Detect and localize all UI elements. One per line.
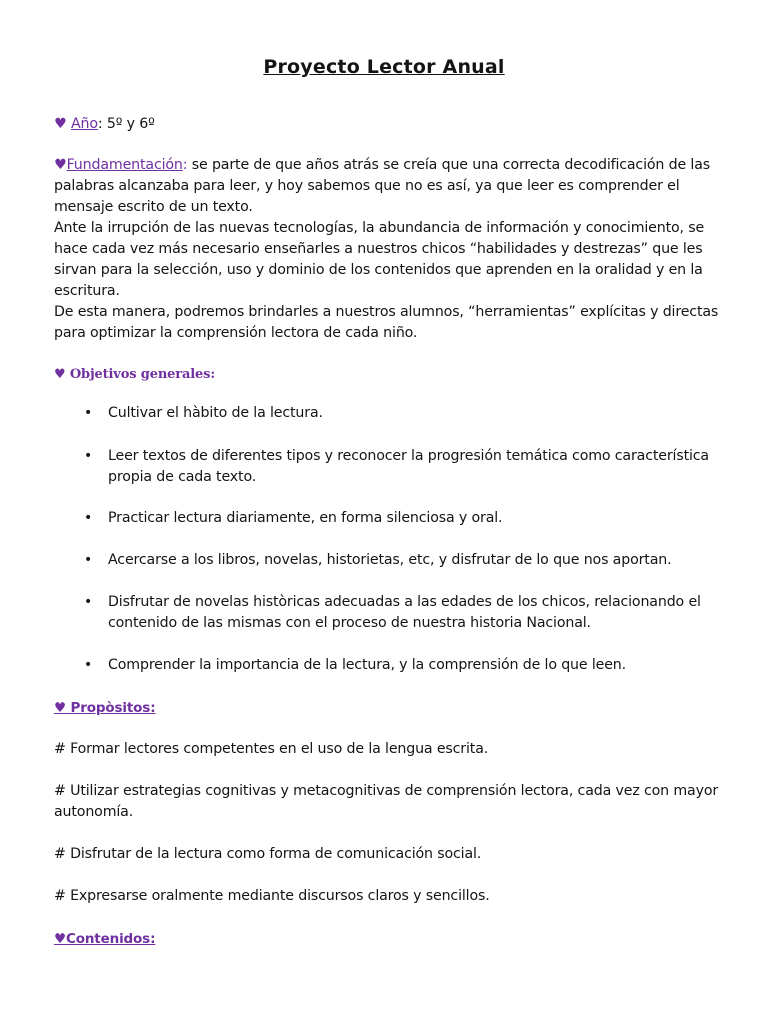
objetivos-heading: ♥ Objetivos generales: <box>54 367 215 382</box>
list-item-text: Practicar lectura diariamente, en forma silenciosa y oral. <box>108 510 503 526</box>
contenidos-heading: ♥Contenidos: <box>54 931 156 947</box>
propositos-heading: ♥ Propòsitos: <box>54 700 156 716</box>
list-item-text: Cultivar el hàbito de la lectura. <box>108 405 323 421</box>
fundamentacion-colon: : <box>182 157 188 173</box>
bullet-icon: • <box>84 594 93 610</box>
proposito-item: # Expresarse oralmente mediante discursos claros y sencillos. <box>54 888 490 904</box>
list-item <box>84 508 713 529</box>
list-item <box>84 446 713 488</box>
list-item-text: Comprender la importancia de la lectura, y la comprensión de lo que leen. <box>108 657 626 673</box>
fundamentacion-paragraph-3: De esta manera, podremos brindarles a nuestros alumnos, “herramientas” explícitas y directas para optimizar la comprensión lectora de cada niño. <box>54 304 719 341</box>
fundamentacion-text-1: se parte de que años atrás se creía que una correcta decodificación de las palabras alcanzaba para leer, y hoy sabemos que no es así, ya que leer es comprender el mensaje escrito de un texto. <box>54 157 710 215</box>
fundamentacion-section <box>54 155 719 344</box>
document-title: Proyecto Lector Anual <box>263 56 505 78</box>
list-item-text: Leer textos de diferentes tipos y reconocer la progresión temática como característica propia de cada texto. <box>108 448 709 485</box>
fundamentacion-paragraph-2: Ante la irrupción de las nuevas tecnologías, la abundancia de información y conocimiento, se hace cada vez más necesario enseñarles a nuestros chicos “habilidades y destrezas” que les sirvan para la selección, uso y dominio de los contenidos que aprenden en la oralidad y en la escritura. <box>54 220 705 299</box>
fundamentacion-paragraph-1 <box>54 155 719 218</box>
heart-icon: ♥ <box>54 116 67 132</box>
fundamentacion-label: Fundamentación <box>66 157 183 173</box>
anio-label: Año <box>70 116 98 132</box>
bullet-icon: • <box>84 657 93 673</box>
proposito-item: # Disfrutar de la lectura como forma de comunicación social. <box>54 846 482 862</box>
list-item-text: Disfrutar de novelas històricas adecuadas a las edades de los chicos, relacionando el contenido de las mismas con el proceso de nuestra historia Nacional. <box>108 594 701 631</box>
anio-line <box>54 114 719 135</box>
proposito-item: # Utilizar estrategias cognitivas y metacognitivas de comprensión lectora, cada vez con mayor autonomía. <box>54 783 719 820</box>
bullet-icon: • <box>84 448 93 464</box>
list-item <box>84 655 713 676</box>
proposito-item: # Formar lectores competentes en el uso de la lengua escrita. <box>54 741 489 757</box>
list-item <box>84 403 713 424</box>
bullet-icon: • <box>84 510 93 526</box>
list-item <box>84 550 713 571</box>
list-item-text: Acercarse a los libros, novelas, historietas, etc, y disfrutar de lo que nos aportan. <box>108 552 672 568</box>
heart-icon: ♥ <box>54 157 67 173</box>
bullet-icon: • <box>84 405 93 421</box>
anio-value: : 5º y 6º <box>97 116 155 132</box>
bullet-icon: • <box>84 552 93 568</box>
list-item <box>84 592 713 634</box>
